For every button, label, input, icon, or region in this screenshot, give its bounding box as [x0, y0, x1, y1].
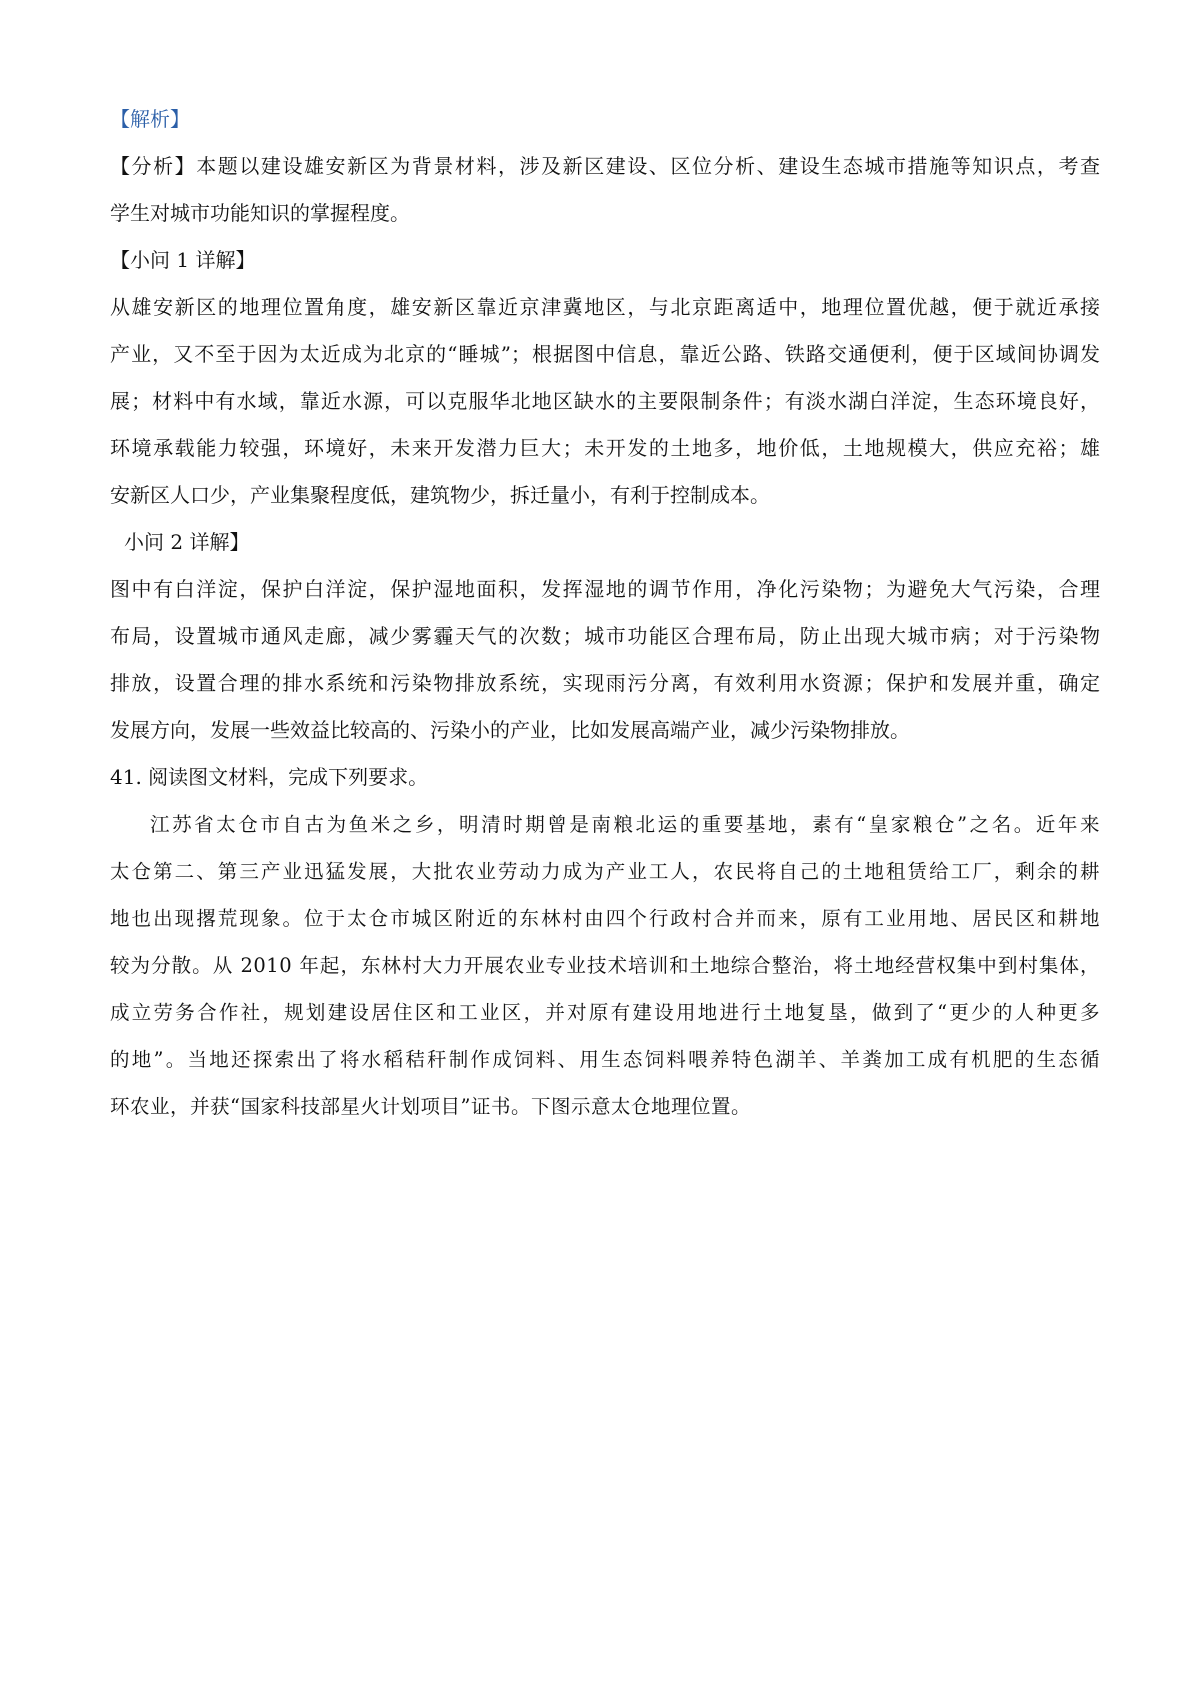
material-line: 太仓第二、第三产业迅猛发展，大批农业劳动力成为产业工人，农民将自己的土地租赁给工厂，剩余的耕	[110, 860, 1100, 883]
analysis-line: 学生对城市功能知识的掌握程度。	[110, 201, 410, 225]
q1-line: 展；材料中有水域，靠近水源，可以克服华北地区缺水的主要限制条件；有淡水湖白洋淀，生态环境良好，	[110, 389, 1100, 413]
document-content	[110, 96, 1100, 1130]
q1-line: 安新区人口少，产业集聚程度低，建筑物少，拆迁量小，有利于控制成本。	[110, 483, 770, 507]
q2-line: 发展方向，发展一些效益比较高的、污染小的产业，比如发展高端产业，减少污染物排放。	[110, 718, 910, 742]
material-line: 成立劳务合作社，规划建设居住区和工业区，并对原有建设用地进行土地复垦，做到了“更少的人种更多	[110, 1001, 1100, 1024]
question-41-title: 41. 阅读图文材料，完成下列要求。	[110, 765, 429, 789]
q1-section	[110, 237, 1100, 519]
q1-line: 环境承载能力较强，环境好，未来开发潜力巨大；未开发的土地多，地价低，土地规模大，供应充裕；雄	[110, 436, 1100, 460]
q2-heading: 小问 2 详解】	[124, 530, 250, 554]
material-line: 江苏省太仓市自古为鱼米之乡，明清时期曾是南粮北运的重要基地，素有“皇家粮仓”之名。近年来	[150, 813, 1100, 836]
q2-section	[110, 519, 1100, 754]
q1-line: 从雄安新区的地理位置角度，雄安新区靠近京津冀地区，与北京距离适中，地理位置优越，便于就近承接	[110, 295, 1100, 319]
q2-line: 图中有白洋淀，保护白洋淀，保护湿地面积，发挥湿地的调节作用，净化污染物；为避免大气污染，合理	[110, 577, 1100, 601]
material-line: 的地”。当地还探索出了将水稻秸秆制作成饲料、用生态饲料喂养特色湖羊、羊粪加工成有机肥的生态循	[110, 1048, 1100, 1071]
material-line: 较为分散。从 2010 年起，东林村大力开展农业专业技术培训和土地综合整治，将土地经营权集中到村集体，	[110, 954, 1100, 977]
q1-heading: 【小问 1 详解】	[110, 248, 256, 272]
q2-line: 排放，设置合理的排水系统和污染物排放系统，实现雨污分离，有效利用水资源；保护和发展并重，确定	[110, 671, 1100, 695]
analysis-section	[110, 143, 1100, 237]
jiexi-heading: 【解析】	[110, 107, 190, 131]
analysis-line: 【分析】本题以建设雄安新区为背景材料，涉及新区建设、区位分析、建设生态城市措施等知识点，考查	[110, 154, 1100, 178]
q2-line: 布局，设置城市通风走廊，减少雾霾天气的次数；城市功能区合理布局，防止出现大城市病；对于污染物	[110, 624, 1100, 648]
q1-line: 产业，又不至于因为太近成为北京的“睡城”；根据图中信息，靠近公路、铁路交通便利，便于区域间协调发	[110, 342, 1100, 366]
material-line: 环农业，并获“国家科技部星火计划项目”证书。下图示意太仓地理位置。	[110, 1095, 751, 1118]
material-line: 地也出现撂荒现象。位于太仓市城区附近的东林村由四个行政村合并而来，原有工业用地、居民区和耕地	[110, 907, 1100, 930]
question-41-section	[110, 754, 1100, 1130]
